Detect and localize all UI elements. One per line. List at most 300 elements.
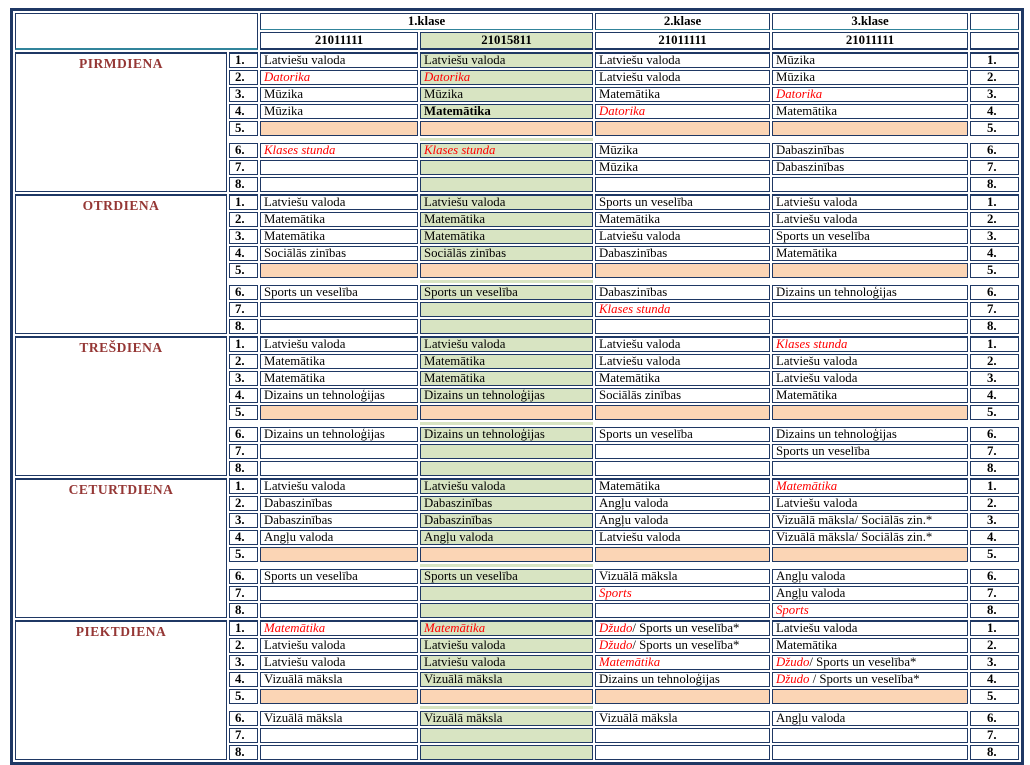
timetable-row [15,52,1019,68]
subject-cell: Mūzika [595,160,770,175]
subject-cell [772,603,968,618]
right-period-number-cell: 1. [970,336,1019,352]
subject-cell [420,319,593,334]
right-period-number-cell: 1. [970,478,1019,494]
subject-cell [420,70,593,85]
subject-cell: Matemātika [420,212,593,227]
right-period-number-cell: 4. [970,104,1019,119]
subject-cell: Dizains un tehnoloģijas [260,427,418,442]
subject-cell [420,405,593,420]
subject-cell [595,620,770,636]
subject-cell: Angļu valoda [772,569,968,584]
right-period-number-cell: 6. [970,427,1019,442]
subject-cell [420,620,593,636]
right-period-number-cell: 5. [970,405,1019,420]
right-period-number-cell: 8. [970,461,1019,476]
subject-cell: Mūzika [260,104,418,119]
day-name-cell: OTRDIENA [15,194,227,334]
subject-cell: Matemātika [420,371,593,386]
right-period-number-cell: 7. [970,586,1019,601]
spacer-cell [970,280,1019,283]
subject-cell [260,603,418,618]
period-number-cell: 1. [229,194,258,210]
subject-cell: Latviešu valoda [595,229,770,244]
subject-cell: Dizains un tehnoloģijas [595,672,770,687]
subject-cell [420,302,593,317]
right-period-number-cell: 6. [970,711,1019,726]
subject-cell: Latviešu valoda [595,336,770,352]
subject-cell: Angļu valoda [420,530,593,545]
right-period-number-cell: 4. [970,530,1019,545]
period-number-cell: 5. [229,405,258,420]
right-period-number-cell: 2. [970,70,1019,85]
subject-cell [260,319,418,334]
subject-cell [420,160,593,175]
spacer-cell [595,138,770,141]
right-period-number-cell: 6. [970,569,1019,584]
subject-cell: Sports un veselība [260,569,418,584]
subject-cell: Sports un veselība [772,444,968,459]
spacer-cell [420,422,593,425]
subject-cell [260,547,418,562]
period-number-cell: 3. [229,87,258,102]
subject-cell [772,689,968,704]
subject-cell: Matemātika [772,388,968,403]
subject-cell: Angļu valoda [772,711,968,726]
right-period-number-cell: 3. [970,655,1019,670]
spacer-cell [229,706,258,709]
subject-cell: Vizuālā māksla [420,711,593,726]
right-period-number-cell: 3. [970,87,1019,102]
subject-cell: Vizuālā māksla/ Sociālās zin.* [772,513,968,528]
period-number-cell: 4. [229,672,258,687]
subject-cell [772,461,968,476]
right-period-number-cell: 2. [970,638,1019,653]
special-subject-text: Matemātika [264,621,326,635]
subject-text: / Sports un veselība* [632,621,740,635]
day-name-cell: TREŠDIENA [15,336,227,476]
period-number-cell: 2. [229,70,258,85]
subject-cell [772,672,968,687]
spacer-cell [229,280,258,283]
subject-cell: Angļu valoda [595,496,770,511]
timetable-row [15,336,1019,352]
timetable [10,8,1024,765]
right-period-number-cell: 8. [970,177,1019,192]
subject-cell [420,586,593,601]
subject-cell [420,461,593,476]
class-group-header-2: 2.klase [595,13,770,30]
subject-cell [595,728,770,743]
subject-cell: Vizuālā māksla [595,569,770,584]
spacer-cell [420,138,593,141]
subject-cell [595,745,770,760]
subject-cell: Latviešu valoda [260,194,418,210]
subject-cell: Matemātika [260,354,418,369]
subject-cell [595,121,770,136]
day-name-cell: PIEKTDIENA [15,620,227,760]
right-period-number-cell: 2. [970,212,1019,227]
spacer-cell [970,422,1019,425]
right-period-number-cell: 1. [970,52,1019,68]
subject-cell: Angļu valoda [772,586,968,601]
period-number-cell: 6. [229,285,258,300]
subject-cell: Dabaszinības [595,285,770,300]
subject-cell: Mūzika [420,87,593,102]
subject-cell [260,160,418,175]
subject-cell [772,121,968,136]
subject-cell: Sociālās zinības [420,246,593,261]
subject-cell: Vizuālā māksla [420,672,593,687]
spacer-cell [772,280,968,283]
period-number-cell: 7. [229,160,258,175]
spacer-cell [970,706,1019,709]
spacer-cell [595,706,770,709]
subject-cell [420,728,593,743]
period-number-cell: 8. [229,603,258,618]
subject-cell [260,745,418,760]
subject-cell: Sports un veselība [595,194,770,210]
subject-cell [260,620,418,636]
subject-cell [260,689,418,704]
subject-cell [772,263,968,278]
period-number-cell: 4. [229,104,258,119]
spacer-cell [229,422,258,425]
right-period-number-cell: 6. [970,143,1019,158]
period-number-cell: 3. [229,513,258,528]
period-number-cell: 2. [229,354,258,369]
special-subject-text: Datorika [599,104,646,118]
subject-cell [595,263,770,278]
subject-cell [260,70,418,85]
spacer-cell [260,564,418,567]
subject-cell: Latviešu valoda [595,530,770,545]
subject-cell [595,638,770,653]
subject-cell: Latviešu valoda [420,478,593,494]
subject-cell: Latviešu valoda [772,371,968,386]
special-subject-text: Klases stunda [776,337,848,351]
right-period-number-cell: 8. [970,319,1019,334]
subject-cell: Dabaszinības [420,496,593,511]
subject-cell [772,336,968,352]
subject-cell: Dabaszinības [420,513,593,528]
subject-cell [260,302,418,317]
subject-cell: Latviešu valoda [595,70,770,85]
subject-cell: Sports un veselība [595,427,770,442]
subject-cell [420,177,593,192]
timetable-row [15,620,1019,636]
special-subject-text: Džudo [776,655,810,669]
period-number-cell: 5. [229,263,258,278]
period-number-cell: 3. [229,229,258,244]
subject-cell [595,444,770,459]
subject-cell: Angļu valoda [595,513,770,528]
subject-cell [772,319,968,334]
special-subject-text: Datorika [264,70,311,84]
subject-cell: Latviešu valoda [260,655,418,670]
subject-cell [260,444,418,459]
subject-cell: Latviešu valoda [420,336,593,352]
special-subject-text: Džudo [599,638,633,652]
subject-cell [595,603,770,618]
special-subject-text: Sports [776,603,809,617]
right-period-number-cell: 5. [970,263,1019,278]
subject-cell [260,405,418,420]
right-period-number-cell: 8. [970,745,1019,760]
corner-cell [15,13,258,50]
subject-cell: Matemātika [420,354,593,369]
subject-cell [420,121,593,136]
class-code-header-2: 21015811 [420,32,593,50]
right-period-number-cell: 3. [970,229,1019,244]
right-period-number-cell: 3. [970,371,1019,386]
special-subject-text: Džudo [599,621,633,635]
subject-cell [595,689,770,704]
subject-cell: Matemātika [260,212,418,227]
subject-cell [420,143,593,158]
subject-cell: Latviešu valoda [420,52,593,68]
subject-cell: Matemātika [595,371,770,386]
subject-cell [260,143,418,158]
spacer-cell [772,138,968,141]
right-period-number-cell: 3. [970,513,1019,528]
spacer-cell [229,564,258,567]
special-subject-text: Sports [599,586,632,600]
special-subject-text: Klases stunda [424,143,496,157]
special-subject-text: Matemātika [599,655,661,669]
period-number-cell: 7. [229,444,258,459]
subject-cell [420,689,593,704]
subject-cell: Matemātika [595,87,770,102]
subject-cell: Dizains un tehnoloģijas [420,388,593,403]
spacer-cell [595,422,770,425]
subject-cell: Angļu valoda [260,530,418,545]
subject-cell: Matemātika [772,246,968,261]
spacer-cell [772,706,968,709]
period-number-cell: 4. [229,246,258,261]
subject-cell: Dabaszinības [260,513,418,528]
period-number-cell: 2. [229,496,258,511]
subject-cell [595,405,770,420]
subject-cell: Sports un veselība [772,229,968,244]
subject-cell [420,104,593,119]
subject-cell: Latviešu valoda [260,638,418,653]
subject-cell: Latviešu valoda [420,655,593,670]
subject-cell [772,745,968,760]
special-subject-text: Džudo [776,672,810,686]
subject-cell: Sociālās zinības [260,246,418,261]
spacer-cell [595,280,770,283]
timetable-row [15,478,1019,494]
subject-cell [595,461,770,476]
subject-cell [420,603,593,618]
right-period-number-cell: 7. [970,160,1019,175]
subject-cell: Dabaszinības [595,246,770,261]
right-period-number-cell: 5. [970,121,1019,136]
period-number-cell: 1. [229,620,258,636]
subject-cell: Latviešu valoda [772,354,968,369]
period-number-cell: 6. [229,143,258,158]
subject-cell [260,461,418,476]
spacer-cell [970,138,1019,141]
subject-cell: Dabaszinības [260,496,418,511]
subject-cell: Matemātika [260,371,418,386]
right-period-number-cell: 7. [970,728,1019,743]
subject-cell [772,655,968,670]
subject-cell: Dabaszinības [772,143,968,158]
class-header-row [15,13,1019,30]
period-number-cell: 2. [229,638,258,653]
spacer-cell [420,280,593,283]
right-period-number-cell: 5. [970,689,1019,704]
subject-cell: Latviešu valoda [420,638,593,653]
subject-cell [595,177,770,192]
spacer-cell [595,564,770,567]
subject-cell: Matemātika [595,212,770,227]
timetable-body [15,52,1019,760]
day-name-cell: PIRMDIENA [15,52,227,192]
subject-cell [260,263,418,278]
subject-cell [595,586,770,601]
subject-cell: Latviešu valoda [772,496,968,511]
period-number-cell: 6. [229,711,258,726]
period-number-cell: 8. [229,745,258,760]
right-period-number-cell: 7. [970,302,1019,317]
spacer-cell [260,422,418,425]
subject-cell [595,547,770,562]
subject-cell: Dizains un tehnoloģijas [420,427,593,442]
header-right-empty-cell [970,13,1019,30]
right-period-number-cell: 4. [970,246,1019,261]
period-number-cell: 1. [229,52,258,68]
special-subject-text: Matemātika [424,621,486,635]
right-period-number-cell: 5. [970,547,1019,562]
subject-cell: Latviešu valoda [260,478,418,494]
subject-cell: Latviešu valoda [772,620,968,636]
period-number-cell: 7. [229,728,258,743]
period-number-cell: 6. [229,427,258,442]
right-period-number-cell: 4. [970,672,1019,687]
right-period-number-cell: 6. [970,285,1019,300]
subject-cell: Matemātika [260,229,418,244]
subject-text: / Sports un veselība* [632,638,740,652]
header-right-empty-cell [970,32,1019,50]
class-group-header-3: 3.klase [772,13,968,30]
period-number-cell: 3. [229,371,258,386]
class-code-header-4: 21011111 [772,32,968,50]
period-number-cell: 5. [229,547,258,562]
subject-cell [260,728,418,743]
subject-cell [420,745,593,760]
period-number-cell: 4. [229,530,258,545]
subject-cell: Dabaszinības [772,160,968,175]
subject-cell [595,104,770,119]
spacer-cell [772,564,968,567]
right-period-number-cell: 1. [970,194,1019,210]
period-number-cell: 7. [229,302,258,317]
period-number-cell: 8. [229,461,258,476]
period-number-cell: 3. [229,655,258,670]
period-number-cell: 6. [229,569,258,584]
subject-cell [772,547,968,562]
subject-cell [260,586,418,601]
subject-text: / Sports un veselība* [809,655,917,669]
subject-cell [772,405,968,420]
subject-cell: Matemātika [772,638,968,653]
spacer-cell [772,422,968,425]
subject-cell: Mūzika [260,87,418,102]
special-subject-text: Klases stunda [599,302,671,316]
subject-cell: Matemātika [420,229,593,244]
subject-cell: Dizains un tehnoloģijas [772,285,968,300]
subject-cell: Mūzika [772,70,968,85]
special-subject-text: Datorika [776,87,823,101]
subject-cell [595,319,770,334]
special-subject-text: Klases stunda [264,143,336,157]
right-period-number-cell: 2. [970,496,1019,511]
spacer-cell [260,706,418,709]
period-number-cell: 1. [229,478,258,494]
subject-cell [772,728,968,743]
right-period-number-cell: 1. [970,620,1019,636]
subject-cell [772,302,968,317]
subject-cell [772,87,968,102]
subject-cell: Latviešu valoda [595,354,770,369]
subject-cell: Sports un veselība [260,285,418,300]
period-number-cell: 5. [229,121,258,136]
right-period-number-cell: 8. [970,603,1019,618]
subject-cell [260,121,418,136]
subject-cell: Mūzika [595,143,770,158]
timetable-sheet [10,8,1030,765]
subject-cell [420,444,593,459]
timetable-row [15,194,1019,210]
spacer-cell [260,280,418,283]
subject-cell: Latviešu valoda [772,194,968,210]
subject-text: Matemātika [424,104,491,118]
class-group-header-1: 1.klase [260,13,593,30]
subject-cell [595,302,770,317]
spacer-cell [970,564,1019,567]
subject-cell: Vizuālā māksla/ Sociālās zin.* [772,530,968,545]
spacer-cell [420,706,593,709]
subject-cell: Sociālās zinības [595,388,770,403]
class-code-header-1: 21011111 [260,32,418,50]
subject-cell: Latviešu valoda [260,52,418,68]
subject-cell: Vizuālā māksla [260,711,418,726]
special-subject-text: Matemātika [776,479,838,493]
subject-cell: Latviešu valoda [772,212,968,227]
class-code-header-3: 21011111 [595,32,770,50]
right-period-number-cell: 4. [970,388,1019,403]
subject-text: / Sports un veselība* [809,672,920,686]
subject-cell: Matemātika [772,104,968,119]
spacer-cell [229,138,258,141]
right-period-number-cell: 7. [970,444,1019,459]
period-number-cell: 1. [229,336,258,352]
day-name-cell: CETURTDIENA [15,478,227,618]
subject-cell [420,263,593,278]
subject-cell: Mūzika [772,52,968,68]
subject-cell [772,478,968,494]
subject-cell [420,547,593,562]
subject-cell [260,177,418,192]
subject-cell: Dizains un tehnoloģijas [772,427,968,442]
period-number-cell: 7. [229,586,258,601]
subject-cell: Latviešu valoda [420,194,593,210]
period-number-cell: 4. [229,388,258,403]
subject-cell: Sports un veselība [420,285,593,300]
